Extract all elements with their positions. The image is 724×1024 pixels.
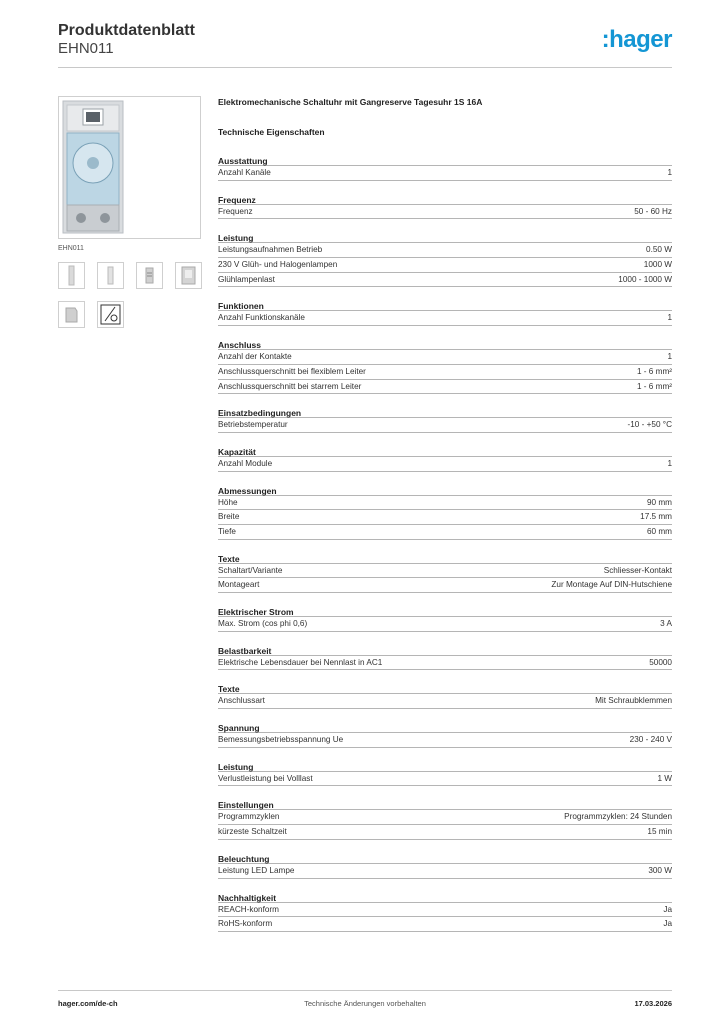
spec-group-title: Spannung bbox=[218, 719, 672, 733]
spec-group bbox=[218, 297, 672, 336]
thumbnail-wiring[interactable] bbox=[97, 301, 124, 328]
thumbnail-front[interactable] bbox=[58, 262, 85, 289]
image-caption: EHN011 bbox=[58, 245, 84, 252]
spec-value: Ja bbox=[663, 919, 672, 929]
spec-value: Zur Montage Auf DIN-Hutschiene bbox=[551, 580, 672, 590]
thumbnail-profile[interactable] bbox=[58, 301, 85, 328]
spec-row bbox=[218, 525, 672, 540]
footer-website[interactable]: hager.com/de-ch bbox=[58, 999, 118, 1008]
spec-label: Breite bbox=[218, 512, 240, 522]
spec-value: 1 bbox=[667, 458, 672, 468]
spec-value: 90 mm bbox=[646, 497, 672, 507]
spec-row bbox=[218, 917, 672, 932]
spec-label: RoHS-konform bbox=[218, 919, 273, 929]
spec-row bbox=[218, 496, 672, 511]
spec-value: 300 W bbox=[648, 865, 672, 875]
spec-group-spacer bbox=[218, 879, 672, 889]
spec-label: Anzahl der Kontakte bbox=[218, 352, 292, 362]
spec-value: 1 bbox=[667, 168, 672, 177]
spec-group bbox=[218, 152, 672, 191]
spec-row bbox=[218, 733, 672, 748]
page-header bbox=[58, 22, 672, 68]
spec-group bbox=[218, 642, 672, 681]
spec-row bbox=[218, 350, 672, 365]
specification-panel bbox=[218, 96, 672, 942]
spec-group bbox=[218, 850, 672, 889]
spec-groups bbox=[218, 152, 672, 942]
spec-label: 230 V Glüh- und Halogenlampen bbox=[218, 260, 338, 270]
spec-group-spacer bbox=[218, 840, 672, 850]
spec-group-title: Anschluss bbox=[218, 336, 672, 350]
spec-label: Betriebstemperatur bbox=[218, 420, 288, 430]
spec-value: 1000 - 1000 W bbox=[618, 274, 672, 284]
spec-value: 1 bbox=[667, 313, 672, 323]
spec-label: REACH-konform bbox=[218, 904, 279, 914]
device-label-icon bbox=[137, 263, 162, 288]
spec-group-title: Einstellungen bbox=[218, 796, 672, 810]
spec-row bbox=[218, 903, 672, 918]
spec-value: 3 A bbox=[660, 619, 672, 628]
spec-label: Bemessungsbetriebsspannung Ue bbox=[218, 735, 344, 745]
spec-label: Anschlussart bbox=[218, 696, 265, 706]
spec-group-spacer bbox=[218, 287, 672, 297]
spec-value: 1 W bbox=[657, 773, 672, 783]
spec-row bbox=[218, 617, 672, 632]
spec-group-title: Abmessungen bbox=[218, 482, 672, 496]
spec-label: kürzeste Schaltzeit bbox=[218, 827, 287, 837]
spec-label: Leistungsaufnahmen Betrieb bbox=[218, 245, 323, 255]
spec-row bbox=[218, 205, 672, 220]
spec-row bbox=[218, 457, 672, 472]
spec-value: 17.5 mm bbox=[640, 512, 672, 522]
spec-row bbox=[218, 166, 672, 181]
spec-group bbox=[218, 889, 672, 942]
spec-value: 50000 bbox=[649, 657, 672, 667]
spec-row bbox=[218, 578, 672, 593]
spec-value: 1 - 6 mm² bbox=[636, 366, 672, 376]
spec-value: -10 - +50 °C bbox=[627, 420, 672, 430]
spec-group-spacer bbox=[218, 433, 672, 443]
spec-row bbox=[218, 772, 672, 787]
spec-label: Anschlussquerschnitt bei starrem Leiter bbox=[218, 381, 362, 391]
spec-group-spacer bbox=[218, 593, 672, 603]
thumbnail-angle[interactable] bbox=[175, 262, 202, 289]
product-name: Elektromechanische Schaltuhr mit Gangreserve Tagesuhr 1S 16A bbox=[218, 97, 483, 107]
spec-row bbox=[218, 564, 672, 579]
spec-group-title: Nachhaltigkeit bbox=[218, 889, 672, 903]
spec-group-title: Kapazität bbox=[218, 443, 672, 457]
article-number: EHN011 bbox=[58, 40, 114, 57]
spec-group bbox=[218, 336, 672, 404]
spec-group bbox=[218, 758, 672, 797]
spec-group-title: Texte bbox=[218, 550, 672, 564]
spec-label: Verlustleistung bei Volllast bbox=[218, 773, 313, 783]
spec-group-title: Frequenz bbox=[218, 191, 672, 205]
spec-label: Leistung LED Lampe bbox=[218, 865, 295, 875]
spec-row bbox=[218, 365, 672, 380]
spec-row bbox=[218, 510, 672, 525]
spec-label: Elektrische Lebensdauer bei Nennlast in AC1 bbox=[218, 657, 383, 667]
page-footer bbox=[58, 990, 672, 1012]
spec-group-title: Funktionen bbox=[218, 297, 672, 311]
spec-group-spacer bbox=[218, 632, 672, 642]
spec-label: Montageart bbox=[218, 580, 260, 590]
timer-device-illustration bbox=[59, 97, 202, 240]
spec-group-title: Leistung bbox=[218, 758, 672, 772]
spec-value: 1 - 6 mm² bbox=[636, 381, 672, 391]
spec-label: Tiefe bbox=[218, 526, 236, 536]
spec-value: 15 min bbox=[647, 827, 672, 837]
spec-group-title: Belastbarkeit bbox=[218, 642, 672, 656]
spec-group-spacer bbox=[218, 748, 672, 758]
spec-row bbox=[218, 418, 672, 433]
spec-label: Frequenz bbox=[218, 206, 253, 216]
spec-group-spacer bbox=[218, 670, 672, 680]
device-profile-icon bbox=[59, 302, 84, 327]
device-front-icon bbox=[59, 263, 84, 288]
footer-disclaimer: Technische Änderungen vorbehalten bbox=[304, 999, 426, 1008]
spec-group-title: Leistung bbox=[218, 229, 672, 243]
spec-label: Max. Strom (cos phi 0,6) bbox=[218, 619, 308, 628]
spec-group-spacer bbox=[218, 540, 672, 550]
spec-group bbox=[218, 191, 672, 230]
wiring-diagram-icon bbox=[98, 302, 123, 327]
spec-label: Anzahl Kanäle bbox=[218, 168, 271, 177]
spec-group-title: Einsatzbedingungen bbox=[218, 404, 672, 418]
spec-row bbox=[218, 656, 672, 671]
spec-group-title: Elektrischer Strom bbox=[218, 603, 672, 617]
spec-row bbox=[218, 311, 672, 326]
spec-value: 0.50 W bbox=[646, 245, 672, 255]
spec-row bbox=[218, 258, 672, 273]
spec-label: Anschlussquerschnitt bei flexiblem Leiter bbox=[218, 366, 366, 376]
spec-row bbox=[218, 694, 672, 709]
spec-group-title: Ausstattung bbox=[218, 152, 672, 166]
spec-value: Ja bbox=[663, 904, 672, 914]
spec-value: 230 - 240 V bbox=[629, 735, 672, 745]
spec-value: 60 mm bbox=[646, 526, 672, 536]
spec-group bbox=[218, 680, 672, 719]
spec-label: Höhe bbox=[218, 497, 238, 507]
spec-group-spacer bbox=[218, 709, 672, 719]
device-angle-icon bbox=[176, 263, 201, 288]
spec-row bbox=[218, 273, 672, 288]
spec-group-spacer bbox=[218, 326, 672, 336]
spec-value: Schliesser-Kontakt bbox=[603, 565, 672, 575]
spec-row bbox=[218, 810, 672, 825]
spec-group-title: Beleuchtung bbox=[218, 850, 672, 864]
spec-group bbox=[218, 404, 672, 443]
spec-value: 50 - 60 Hz bbox=[634, 206, 672, 216]
spec-group-spacer bbox=[218, 472, 672, 482]
spec-group-spacer bbox=[218, 786, 672, 796]
thumbnail-label[interactable] bbox=[136, 262, 163, 289]
spec-group bbox=[218, 443, 672, 482]
device-side-icon bbox=[98, 263, 123, 288]
section-heading: Technische Eigenschaften bbox=[218, 127, 325, 137]
spec-group bbox=[218, 719, 672, 758]
hager-logo: :hager bbox=[601, 26, 672, 53]
spec-row bbox=[218, 243, 672, 258]
spec-row bbox=[218, 380, 672, 395]
spec-value: Programmzyklen: 24 Stunden bbox=[564, 812, 672, 822]
document-title: Produktdatenblatt bbox=[58, 22, 195, 39]
spec-group bbox=[218, 482, 672, 550]
spec-row bbox=[218, 825, 672, 840]
spec-label: Anzahl Module bbox=[218, 458, 273, 468]
spec-label: Programmzyklen bbox=[218, 812, 280, 822]
spec-label: Anzahl Funktionskanäle bbox=[218, 313, 305, 323]
spec-row bbox=[218, 864, 672, 879]
spec-group-spacer bbox=[218, 394, 672, 404]
spec-group bbox=[218, 603, 672, 642]
spec-value: 1 bbox=[667, 352, 672, 362]
spec-group-spacer bbox=[218, 181, 672, 191]
spec-group bbox=[218, 229, 672, 297]
spec-value: 1000 W bbox=[643, 260, 672, 270]
spec-group-title: Texte bbox=[218, 680, 672, 694]
spec-group bbox=[218, 796, 672, 849]
spec-group bbox=[218, 550, 672, 603]
spec-label: Glühlampenlast bbox=[218, 274, 275, 284]
spec-label: Schaltart/Variante bbox=[218, 565, 283, 575]
spec-group-spacer bbox=[218, 932, 672, 942]
thumbnail-side[interactable] bbox=[97, 262, 124, 289]
spec-group-spacer bbox=[218, 219, 672, 229]
footer-date: 17.03.2026 bbox=[634, 999, 672, 1008]
product-image[interactable] bbox=[58, 96, 201, 239]
spec-value: Mit Schraubklemmen bbox=[595, 696, 672, 706]
